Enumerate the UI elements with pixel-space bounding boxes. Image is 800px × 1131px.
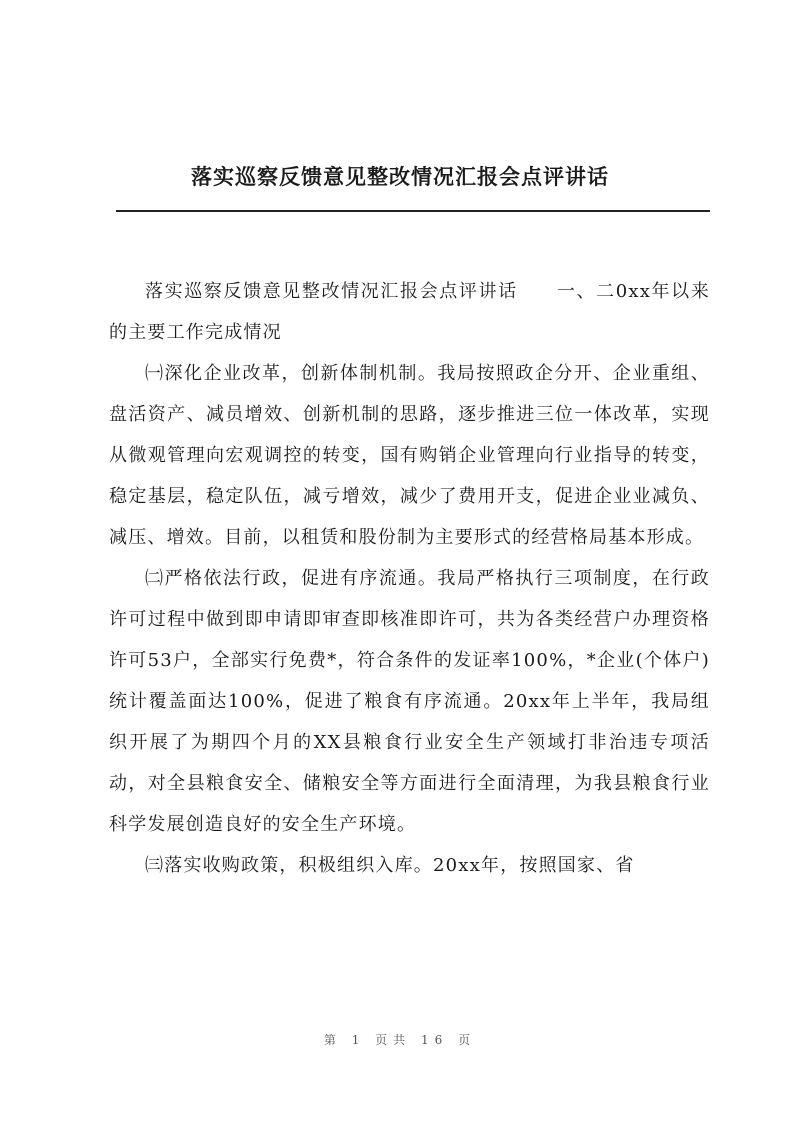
document-title: 落实巡察反馈意见整改情况汇报会点评讲话 xyxy=(191,164,609,189)
title-divider xyxy=(116,210,710,212)
paragraph-administration: ㈡严格依法行政，促进有序流通。我局严格执行三项制度，在行政许可过程中做到即申请即审查即核准即许可，共为各类经营户办理资格许可53户，全部实行免费*，符合条件的发证率100%，*企业(个体户)统计覆盖面达100%，促进了粮食有序流通。20xx年上半年，我局组织开展了为期四个月的XX县粮食行业安全生产领域打非治违专项活动，对全县粮食安全、储粮安全等方面进行全面清理，为我县粮食行业科学发展创造良好的安全生产环境。 xyxy=(109,568,710,835)
paragraph-intro: 落实巡察反馈意见整改情况汇报会点评讲话 一、二0xx年以来的主要工作完成情况 xyxy=(109,281,710,343)
paragraph-enterprise-reform: ㈠深化企业改革，创新体制机制。我局按照政企分开、企业重组、盘活资产、减员增效、创新机制的思路，逐步推进三位一体改革，实现从微观管理向宏观调控的转变，国有购销企业管理向行业指导的转变，稳定基层，稳定队伍，减亏增效，减少了费用开支，促进企业业减负、减压、增效。目前，以租赁和股份制为主要形式的经营格局基本形成。 xyxy=(109,363,710,548)
document-body xyxy=(109,271,710,886)
page-number-footer: 第 1 页共 16 页 xyxy=(323,1033,477,1047)
paragraph-purchase-policy: ㈢落实收购政策，积极组织入库。20xx年，按照国家、省 xyxy=(145,855,635,876)
